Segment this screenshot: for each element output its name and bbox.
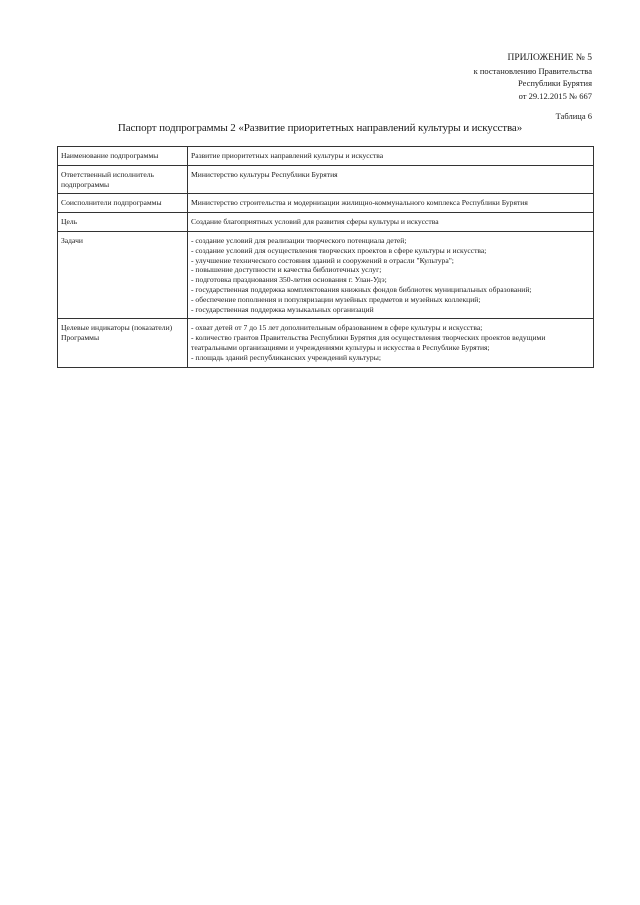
table-number: Таблица 6 <box>555 111 592 121</box>
appendix-header <box>474 52 592 102</box>
appendix-title: ПРИЛОЖЕНИЕ № 5 <box>507 53 592 63</box>
row-label: Наименование подпрограммы <box>58 147 188 166</box>
list-item: - площадь зданий республиканских учреждений культуры; <box>191 352 381 362</box>
appendix-line-2: Республики Бурятия <box>517 78 592 88</box>
row-label: Задачи <box>58 231 188 318</box>
row-label: Цель <box>58 213 188 232</box>
row-label: Ответственный исполнитель подпрограммы <box>58 165 188 194</box>
row-label: Целевые индикаторы (показатели) Программы <box>58 319 188 367</box>
passport-table <box>57 146 594 368</box>
list-item: - подготовка празднования 350-летия основания г. Улан-Удэ; <box>191 275 387 285</box>
indicators-list <box>188 319 594 367</box>
list-item: - создание условий для реализации творческого потенциала детей; <box>191 235 407 245</box>
list-item: - охват детей от 7 до 15 лет дополнительным образованием в сфере культуры и искусства; <box>191 323 483 333</box>
table-row <box>58 194 594 213</box>
document-title: Паспорт подпрограммы 2 «Развитие приоритетных направлений культуры и искусства» <box>117 122 523 134</box>
table-row <box>58 147 594 166</box>
appendix-line-1: к постановлению Правительства <box>473 65 592 76</box>
list-item: - государственная поддержка комплектования книжных фондов библиотек муниципальных образований; <box>191 284 532 294</box>
row-value: Министерство культуры Республики Бурятия <box>188 165 594 194</box>
table-row <box>58 165 594 194</box>
list-item: - создание условий для осуществления творческих проектов в сфере культуры и искусства; <box>191 245 487 255</box>
list-item: - повышение доступности и качества библиотечных услуг; <box>191 265 382 275</box>
row-value: Министерство строительства и модернизации жилищно-коммунального комплекса Республики Бурятия <box>188 194 594 213</box>
tasks-list <box>188 231 594 318</box>
list-item: - улучшение технического состояния зданий и сооружений в отрасли "Культура"; <box>191 255 454 265</box>
list-item: - государственная поддержка музыкальных организаций <box>191 304 374 314</box>
row-value: Создание благоприятных условий для развития сферы культуры и искусства <box>188 213 594 232</box>
list-item: - обеспечение пополнения и популяризации музейных предметов и музейных коллекций; <box>191 294 481 304</box>
table-row-indicators <box>58 319 594 367</box>
row-label: Соисполнители подпрограммы <box>58 194 188 213</box>
table-row-tasks <box>58 231 594 318</box>
appendix-line-3: от 29.12.2015 № 667 <box>518 90 592 101</box>
row-value: Развитие приоритетных направлений культуры и искусства <box>188 147 594 166</box>
list-item: - количество грантов Правительства Республики Бурятия для осуществления творческих проектов ведущими театральными организациями и учреждениями культуры и искусства в Республике Бурятия; <box>191 333 546 352</box>
table-row <box>58 213 594 232</box>
